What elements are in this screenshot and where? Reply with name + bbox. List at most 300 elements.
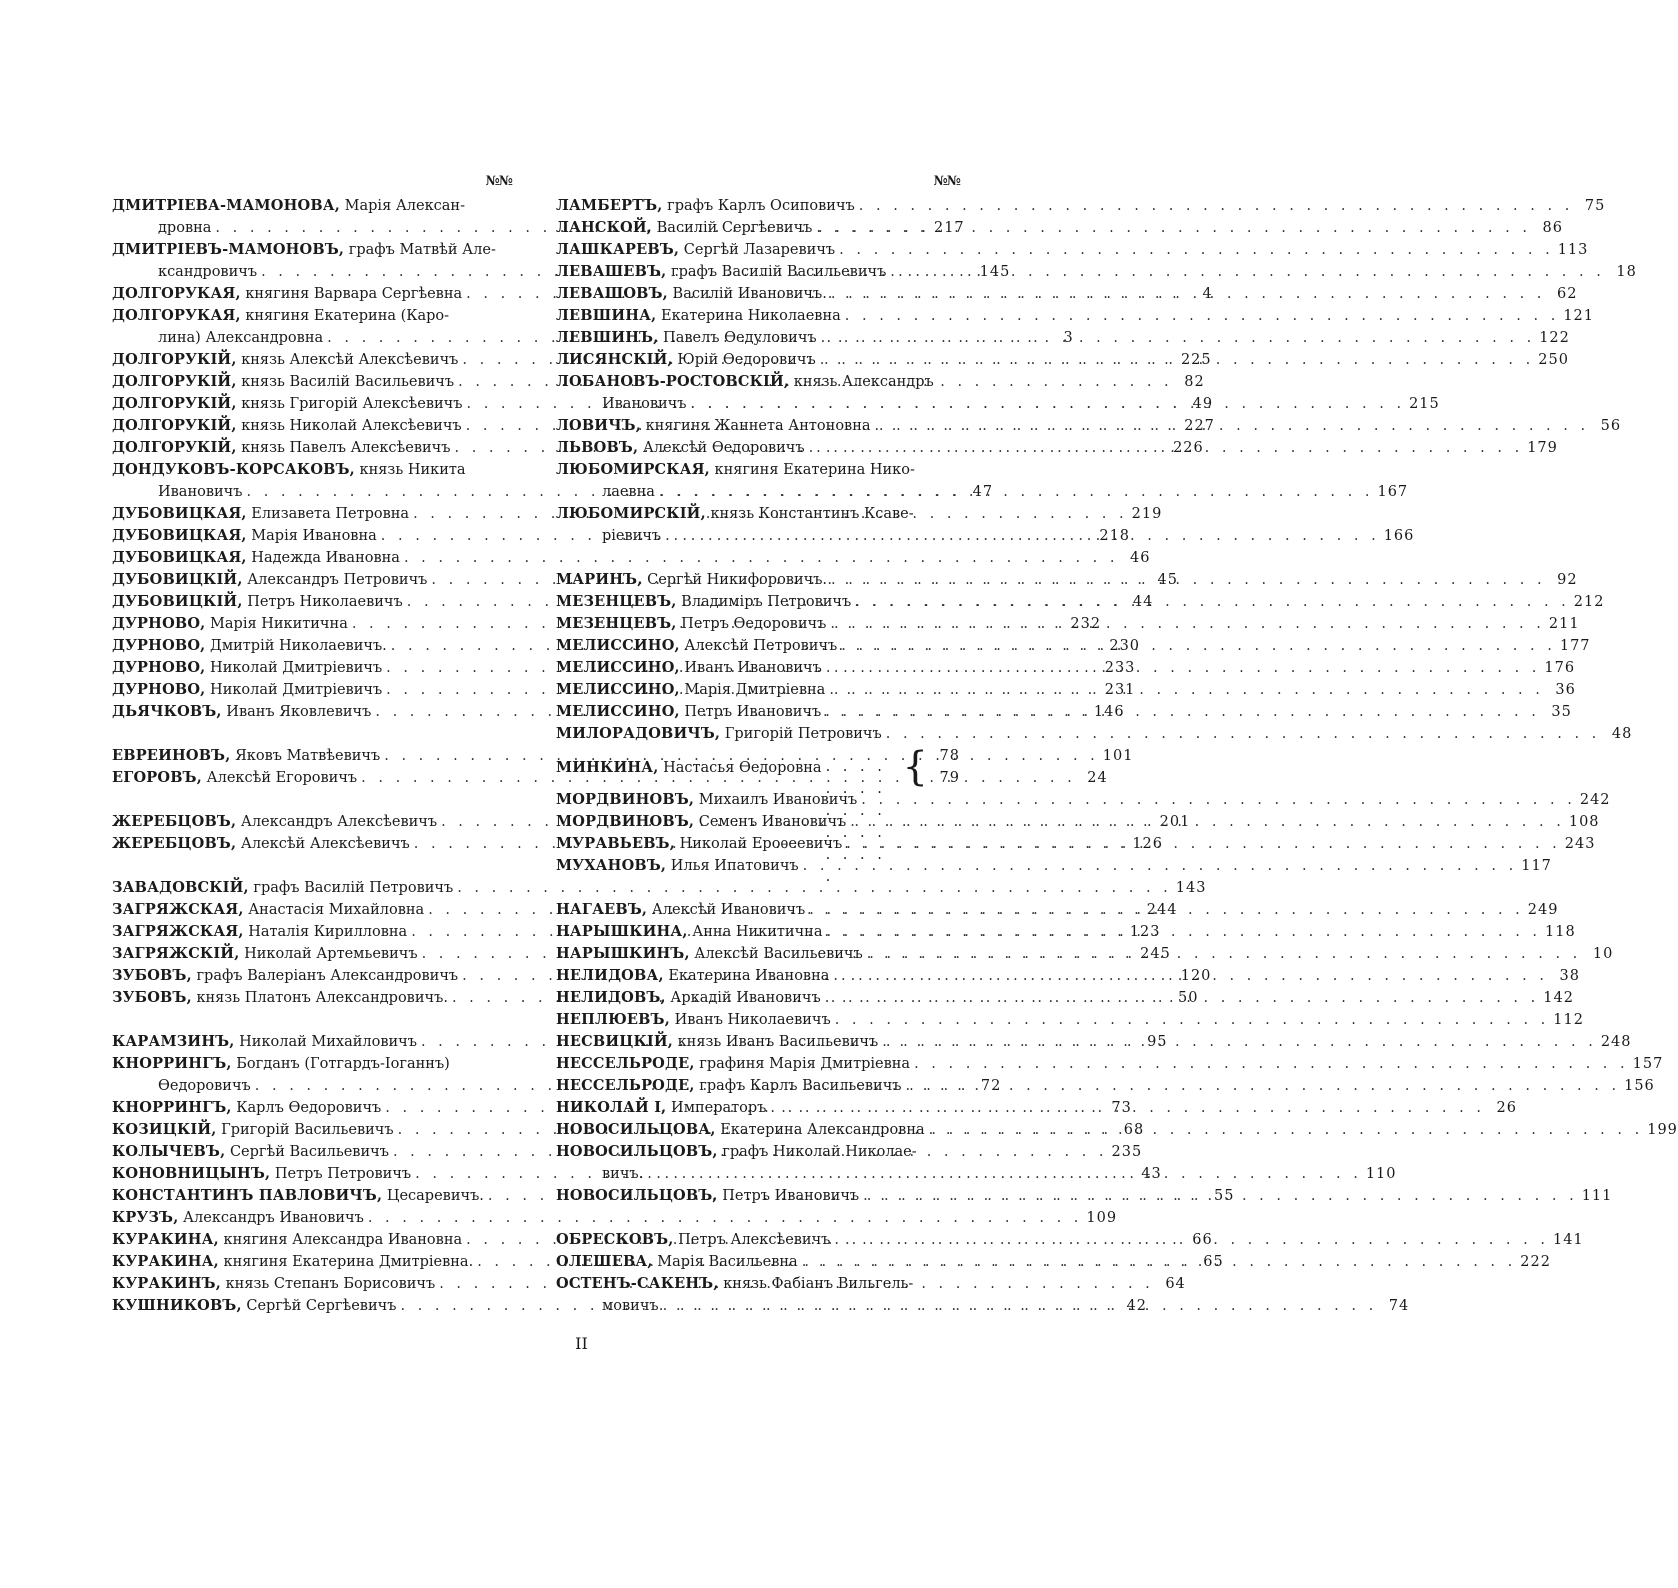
- index-entry: [556, 371, 960, 393]
- entry-surname: МУХАНОВЪ,: [556, 857, 667, 874]
- entry-text: [112, 569, 427, 591]
- dot-leader: [799, 855, 1522, 877]
- entry-number: 78: [939, 748, 960, 764]
- section-gap: [112, 855, 512, 877]
- entry-surname: ЛИСЯНСКІЙ,: [556, 351, 673, 368]
- entry-number: 233: [1104, 660, 1136, 676]
- entry-number: 166: [1383, 528, 1415, 544]
- entry-given-names: Марія Дмитріевна: [684, 682, 826, 698]
- section-gap: [556, 547, 960, 569]
- entry-text: [556, 459, 915, 481]
- entry-continuation-text: ріевичъ: [602, 528, 662, 544]
- dot-leader: [857, 789, 1580, 811]
- entry-number: 47: [972, 484, 994, 500]
- entry-number: 212: [1573, 594, 1605, 610]
- index-entry: [556, 1273, 960, 1295]
- entry-text: [556, 1031, 878, 1053]
- entry-text: [556, 1119, 925, 1141]
- left-column-header: №№: [485, 174, 512, 189]
- entry-surname: ДОЛГОРУКІЙ,: [112, 417, 237, 434]
- entry-text: [112, 349, 458, 371]
- entry-text: [112, 943, 418, 965]
- entry-surname: МАРИНЪ,: [556, 571, 643, 588]
- dot-leader: [812, 217, 1535, 239]
- entry-given-names: Анастасія Михайловна: [248, 902, 425, 918]
- entry-surname: НЕСВИЦКІЙ,: [556, 1033, 673, 1050]
- index-entry: [556, 305, 1595, 327]
- entry-text: [556, 239, 835, 261]
- entry-number: 201: [1159, 814, 1191, 830]
- entry-given-names: Сергѣй Никифоровичъ.: [647, 572, 828, 588]
- entry-surname: ДУРНОВО,: [112, 681, 206, 698]
- entry-number: 68: [1123, 1122, 1145, 1138]
- entry-surname: ДУБОВИЦКАЯ,: [112, 505, 247, 522]
- entry-surname: МОРДВИНОВЪ,: [556, 813, 695, 830]
- entry-text: [556, 591, 851, 613]
- entry-given-names: Николай Михайловичъ: [239, 1034, 417, 1050]
- entry-number: 108: [1568, 814, 1600, 830]
- section-gap: [556, 1207, 960, 1229]
- dot-leader: [821, 701, 1544, 723]
- index-entry: [112, 1053, 512, 1075]
- entry-number: 35: [1551, 704, 1572, 720]
- entry-given-names: князь Григорій Алексѣевичъ: [241, 396, 463, 412]
- entry-number: 110: [1365, 1166, 1397, 1182]
- entry-text: [556, 1141, 917, 1163]
- entry-number: 113: [1557, 242, 1589, 258]
- index-entry: [556, 195, 1606, 217]
- entry-given-names: Алексѣй Васильевичъ: [694, 946, 863, 962]
- entry-surname: ЗАГРЯЖСКАЯ,: [112, 901, 244, 918]
- entry-number: 64: [1165, 1276, 1186, 1292]
- entry-surname: ДОНДУКОВЪ-КОРСАКОВЪ,: [112, 461, 355, 478]
- entry-number: 167: [1377, 484, 1409, 500]
- entry-number: 65: [1203, 1254, 1224, 1270]
- entry-text: [112, 899, 424, 921]
- entry-given-names: графъ Матвѣй Але-: [348, 242, 496, 258]
- entry-surname: ОСТЕНЪ-САКЕНЪ,: [556, 1275, 719, 1292]
- index-entry: [112, 195, 512, 217]
- dot-leader: [855, 195, 1578, 217]
- entry-number: 50: [1178, 990, 1199, 1006]
- entry-given-names: княгиня Александра Ивановна: [223, 1232, 463, 1248]
- dot-leader: [882, 723, 1605, 745]
- entry-number: 156: [1624, 1078, 1655, 1094]
- dot-leader: [829, 965, 1552, 987]
- entry-number: 145: [979, 264, 1011, 280]
- entry-surname: МЕЛИССИНО,: [556, 703, 680, 720]
- entry-text: [556, 415, 871, 437]
- dot-leader: [687, 393, 1410, 415]
- entry-surname: НОВОСИЛЬЦОВЪ,: [556, 1187, 718, 1204]
- entry-surname: ДЬЯЧКОВЪ,: [112, 703, 222, 720]
- dot-leader: [817, 327, 1540, 349]
- index-entry: [556, 1053, 1664, 1075]
- entry-text: [556, 921, 822, 943]
- entry-surname: ДМИТРІЕВА-МАМОНОВА,: [112, 197, 341, 214]
- entry-number: 211: [1548, 616, 1580, 632]
- entry-surname: ЖЕРЕБЦОВЪ,: [112, 813, 237, 830]
- entry-given-names: Илья Ипатовичъ: [670, 858, 799, 874]
- entry-given-names: Императоръ: [671, 1100, 767, 1116]
- entry-number: 123: [1129, 924, 1161, 940]
- entry-surname: ДОЛГОРУКАЯ,: [112, 285, 241, 302]
- entry-text: [556, 503, 914, 525]
- entry-number: 72: [980, 1078, 1002, 1094]
- entry-given-names: Петръ Ивановичъ: [684, 704, 822, 720]
- entry-text: [112, 393, 462, 415]
- entry-given-names: Иванъ Ивановичъ: [684, 660, 822, 676]
- dot-leader: [659, 1295, 1382, 1317]
- entry-text: [112, 1229, 462, 1251]
- entry-given-names: Алексѣй Алексѣевичъ: [240, 836, 410, 852]
- dot-leader: [878, 1031, 1601, 1053]
- entry-continuation-text: мовичъ: [602, 1298, 659, 1314]
- entry-number: 4: [1202, 286, 1213, 302]
- entry-continuation-text: вичъ.: [602, 1166, 644, 1182]
- dot-leader: [822, 657, 1545, 679]
- dot-leader: [910, 1053, 1633, 1075]
- entry-number: 55: [1214, 1188, 1235, 1204]
- section-gap: [112, 1009, 512, 1031]
- entry-given-names: Алексѣй Петровичъ: [684, 638, 838, 654]
- entry-given-names: князь Константинъ Ксаве-: [710, 506, 914, 522]
- entry-number: 249: [1527, 902, 1559, 918]
- entry-number: 232: [1070, 616, 1102, 632]
- entry-surname: МЕЛИССИНО,: [556, 681, 680, 698]
- entry-given-names: Алексѣй Егоровичъ: [206, 770, 358, 786]
- entry-number: 95: [1147, 1034, 1168, 1050]
- dot-leader: [859, 1185, 1582, 1207]
- entry-given-names: Марія Васильевна: [657, 1254, 798, 1270]
- entry-given-names: Иванъ Яковлевичъ: [226, 704, 372, 720]
- entry-number: 250: [1538, 352, 1569, 368]
- dot-leader: [816, 349, 1539, 371]
- dot-leader: [827, 283, 1550, 305]
- entry-surname: КУШНИКОВЪ,: [112, 1297, 242, 1314]
- entry-number: 177: [1559, 638, 1591, 654]
- entry-surname: КНОРРИНГЪ,: [112, 1099, 232, 1116]
- entry-number: 122: [1539, 330, 1570, 346]
- entry-text: [112, 437, 451, 459]
- entry-number: 121: [1563, 308, 1595, 324]
- index-entry: [556, 327, 1570, 349]
- entry-surname: КОНОВНИЦЫНЪ,: [112, 1165, 271, 1182]
- entry-given-names: Анна Никитична: [692, 924, 823, 940]
- entry-given-names: Семенъ Ивановичъ: [698, 814, 847, 830]
- entry-text: [556, 437, 805, 459]
- entry-text: [112, 877, 453, 899]
- entry-given-names: Цесаревичъ.: [386, 1188, 484, 1204]
- entry-number: 49: [1192, 396, 1214, 412]
- entry-text: [556, 987, 821, 1009]
- entry-text: [556, 899, 805, 921]
- entry-surname: НЕССЕЛЬРОДЕ,: [556, 1055, 695, 1072]
- entry-number: 230: [1109, 638, 1141, 654]
- entry-text: [556, 349, 816, 371]
- dot-leader: [902, 1075, 1625, 1097]
- dot-leader: [830, 1229, 1553, 1251]
- entry-surname: ОЛЕШЕВА,: [556, 1253, 653, 1270]
- entry-number: 111: [1581, 1188, 1613, 1204]
- entry-number: 117: [1521, 858, 1552, 874]
- section-gap: [112, 789, 512, 811]
- entry-given-names: Елизавета Петровна: [251, 506, 410, 522]
- entry-given-names: Николай Дмитріевичъ: [210, 682, 383, 698]
- entry-given-names: Надежда Ивановна: [251, 550, 400, 566]
- entry-text: [556, 965, 829, 987]
- entry-surname: ЛЮБОМИРСКІЙ,: [556, 505, 706, 522]
- entry-given-names: Яковъ Матвѣевичъ: [235, 748, 381, 764]
- entry-given-names: Богданъ (Готгардъ-Іоганнъ): [236, 1056, 450, 1072]
- entry-given-names: графъ Василій Васильевичъ: [670, 264, 887, 280]
- entry-given-names: князь Иванъ Васильевичъ: [677, 1034, 879, 1050]
- index-entry: [112, 1163, 1162, 1185]
- entry-surname: ЗУБОВЪ,: [112, 989, 192, 1006]
- index-entry: [556, 1141, 960, 1163]
- entry-text: [112, 613, 348, 635]
- dot-leader: [846, 811, 1569, 833]
- entry-given-names: Екатерина Александровна: [720, 1122, 925, 1138]
- entry-given-names: Наталія Кирилловна: [248, 924, 408, 940]
- entry-surname: ЗУБОВЪ,: [112, 967, 192, 984]
- entry-given-names: Николай Ероѳеевичъ: [679, 836, 843, 852]
- index-entry: [556, 217, 1563, 239]
- entry-surname: КАРАМЗИНЪ,: [112, 1033, 235, 1050]
- entry-text: [112, 767, 357, 789]
- entry-number: 43: [1141, 1166, 1162, 1182]
- entry-number: 18: [1616, 264, 1637, 280]
- dot-leader: [805, 437, 1528, 459]
- entry-number: 218: [1099, 528, 1131, 544]
- entry-number: 245: [1140, 946, 1171, 962]
- dot-leader: [925, 1119, 1648, 1141]
- entry-surname: ДОЛГОРУКІЙ,: [112, 373, 237, 390]
- entry-given-names: Петръ Ивановичъ: [722, 1188, 860, 1204]
- index-entry: [556, 459, 960, 481]
- entry-number: 222: [1520, 1254, 1551, 1270]
- entry-given-names: графъ Василій Петровичъ: [253, 880, 454, 896]
- entry-number: 46: [1130, 550, 1151, 566]
- index-entry: [556, 283, 1578, 305]
- dot-leader: [831, 1009, 1554, 1031]
- entry-text: [112, 745, 380, 767]
- entry-text: [556, 327, 817, 349]
- entry-given-names: Екатерина Ивановна: [668, 968, 830, 984]
- entry-given-names: Григорій Петровичъ: [724, 726, 882, 742]
- dot-leader: [822, 756, 903, 778]
- entry-number: 56: [1600, 418, 1622, 434]
- entry-given-names: княгиня Екатерина Дмитріевна.: [223, 1254, 474, 1270]
- entry-text: [112, 591, 403, 613]
- entry-numbers: [932, 745, 960, 789]
- entry-number: 48: [1611, 726, 1633, 742]
- entry-number: 244: [1146, 902, 1178, 918]
- entry-surname: НЕЛИДОВЪ,: [556, 989, 666, 1006]
- entry-given-names: Петръ Петровичъ: [274, 1166, 412, 1182]
- entry-text: [112, 1097, 381, 1119]
- entry-given-names: Петръ Ѳедоровичъ: [681, 616, 827, 632]
- entry-surname: ЛЕВШИНЪ,: [556, 329, 659, 346]
- entry-given-names: князь Платонъ Александровичъ.: [196, 990, 448, 1006]
- dot-leader: [798, 1251, 1521, 1273]
- entry-surname: ЛЬВОВЪ,: [556, 439, 639, 456]
- entry-continuation-text: Ивановичъ: [602, 396, 687, 412]
- entry-given-names: князь Павелъ Алексѣевичъ: [241, 440, 451, 456]
- entry-text: [112, 1163, 411, 1185]
- entry-surname: ДОЛГОРУКІЙ,: [112, 395, 237, 412]
- entry-text: [556, 1185, 859, 1207]
- entry-given-names: Петръ Алексѣевичъ: [678, 1232, 831, 1248]
- entry-number: 126: [1132, 836, 1164, 852]
- entry-text: [556, 261, 886, 283]
- entry-number: 231: [1104, 682, 1136, 698]
- entry-text: [112, 415, 462, 437]
- entry-text: [556, 1251, 798, 1273]
- index-entry: [556, 503, 960, 525]
- entry-number: 157: [1632, 1056, 1664, 1072]
- entry-given-names: Владиміръ Петровичъ: [681, 594, 852, 610]
- entry-surname: КУРАКИНЪ,: [112, 1275, 221, 1292]
- entry-text: [112, 1295, 396, 1317]
- entry-given-names: Алексѣй Ѳедоровичъ: [642, 440, 805, 456]
- dot-leader: [886, 261, 1609, 283]
- entry-text: [556, 1009, 831, 1031]
- entry-given-names: князь Алексѣй Алексѣевичъ: [241, 352, 459, 368]
- entry-text: [112, 1141, 389, 1163]
- entry-surname: ДМИТРІЕВЪ-МАМОНОВЪ,: [112, 241, 345, 258]
- entry-given-names: Григорій Васильевичъ: [221, 1122, 394, 1138]
- entry-text: [112, 547, 400, 569]
- dot-leader: [841, 305, 1564, 327]
- entry-given-names: Марія Алексан-: [344, 198, 465, 214]
- entry-text: [556, 759, 822, 776]
- index-entry: [112, 877, 1207, 899]
- entry-surname: МИНКИНА,: [556, 758, 659, 776]
- entry-text: [112, 701, 371, 723]
- entry-given-names: княгиня Жаннета Антоновна: [645, 418, 871, 434]
- right-column-header: №№: [933, 174, 960, 189]
- entry-number: 62: [1556, 286, 1578, 302]
- entry-surname: ЗАГРЯЖСКАЯ,: [112, 923, 244, 940]
- dot-leader: [835, 239, 1558, 261]
- entry-number: 235: [1111, 1144, 1143, 1160]
- entry-surname: ЛЕВАШЕВЪ,: [556, 263, 667, 280]
- entry-text: [112, 239, 496, 261]
- entry-surname: КНОРРИНГЪ,: [112, 1055, 232, 1072]
- entry-surname: НОВОСИЛЬЦОВА,: [556, 1121, 716, 1138]
- entry-surname: НОВОСИЛЬЦОВЪ,: [556, 1143, 718, 1160]
- entry-surname: МЕЛИССИНО,: [556, 659, 680, 676]
- entry-text: [112, 371, 454, 393]
- entry-text: [112, 195, 465, 217]
- entry-number: 82: [1184, 374, 1205, 390]
- entry-number: 45: [1157, 572, 1178, 588]
- entry-text: [112, 921, 407, 943]
- entry-number: 179: [1527, 440, 1558, 456]
- entry-text: [556, 723, 882, 745]
- entry-given-names: князь Александръ: [793, 374, 934, 390]
- entry-surname: ДУБОВИЦКАЯ,: [112, 549, 247, 566]
- entry-surname: ЛАНСКОЙ,: [556, 219, 653, 236]
- entry-text: [556, 833, 842, 855]
- entry-given-names: Алексѣй Ивановичъ: [651, 902, 806, 918]
- entry-given-names: Карлъ Ѳедоровичъ: [236, 1100, 382, 1116]
- entry-text: [556, 371, 934, 393]
- entry-text: [112, 965, 458, 987]
- entry-text: [112, 635, 387, 657]
- entry-given-names: Василій Ивановичъ.: [672, 286, 827, 302]
- entry-given-names: Иванъ Николаевичъ: [674, 1012, 831, 1028]
- entry-number: 66: [1192, 1232, 1213, 1248]
- entry-surname: КРУЗЪ,: [112, 1209, 179, 1226]
- entry-surname: КОЛЫЧЕВЪ,: [112, 1143, 226, 1160]
- entry-surname: КОЗИЦКІЙ,: [112, 1121, 217, 1138]
- entry-surname: ДОЛГОРУКІЙ,: [112, 439, 237, 456]
- entry-text: [112, 1031, 417, 1053]
- entry-surname: НАРЫШКИНА,: [556, 923, 688, 940]
- dot-leader: [826, 613, 1549, 635]
- entry-text: [112, 1251, 473, 1273]
- entry-surname: КОНСТАНТИНЪ ПАВЛОВИЧЪ,: [112, 1187, 383, 1204]
- index-entry: [112, 239, 512, 261]
- entry-text: [112, 503, 409, 525]
- entry-text: [112, 1273, 435, 1295]
- entry-number: 118: [1545, 924, 1576, 940]
- entry-text: [556, 1053, 910, 1075]
- entry-number: 10: [1592, 946, 1614, 962]
- entry-given-names: Александръ Петровичъ: [247, 572, 428, 588]
- entry-surname: МЕЗЕНЦЕВЪ,: [556, 615, 677, 632]
- entry-given-names: Сергѣй Сергѣевичъ: [246, 1298, 397, 1314]
- entry-text: [112, 1207, 364, 1229]
- entry-surname: МОРДВИНОВЪ,: [556, 791, 695, 808]
- entry-given-names: княгиня Варвара Сергѣевна: [245, 286, 463, 302]
- entry-surname: ЖЕРЕБЦОВЪ,: [112, 835, 237, 852]
- entry-surname: ОБРЕСКОВЪ,: [556, 1231, 674, 1248]
- index-entry: [112, 1207, 1118, 1229]
- entry-given-names: княгиня Екатерина Нико-: [714, 462, 915, 478]
- entry-surname: КУРАКИНА,: [112, 1253, 219, 1270]
- entry-number: 227: [1184, 418, 1215, 434]
- dot-leader: [863, 943, 1586, 965]
- entry-number: 44: [1132, 594, 1154, 610]
- dot-leader: [842, 833, 1565, 855]
- entry-given-names: графиня Марія Дмитріевна: [699, 1056, 911, 1072]
- entry-given-names: Николай Дмитріевичъ: [210, 660, 383, 676]
- entry-text: [112, 657, 382, 679]
- entry-text: [556, 195, 855, 217]
- entry-number: 24: [1087, 770, 1108, 786]
- entry-number: 248: [1600, 1034, 1632, 1050]
- entry-number: 26: [1496, 1100, 1517, 1116]
- entry-continuation-text: лина) Александровна: [158, 330, 324, 346]
- entry-text: [556, 1097, 766, 1119]
- entry-text: [556, 569, 827, 591]
- entry-given-names: графъ Николай Николае-: [722, 1144, 917, 1160]
- entry-surname: ДУРНОВО,: [112, 637, 206, 654]
- entry-number: 74: [1388, 1298, 1410, 1314]
- entry-surname: ЛАМБЕРТЪ,: [556, 197, 663, 214]
- entry-given-names: князь Фабіанъ Вильгель-: [723, 1276, 914, 1292]
- entry-given-names: княгиня Екатерина (Каро-: [245, 308, 450, 324]
- entry-number: 36: [1555, 682, 1576, 698]
- dot-leader: [825, 679, 1548, 701]
- entry-number: 75: [1584, 198, 1606, 214]
- entry-text: [556, 701, 821, 723]
- entry-number: 141: [1552, 1232, 1584, 1248]
- entry-text: [556, 217, 812, 239]
